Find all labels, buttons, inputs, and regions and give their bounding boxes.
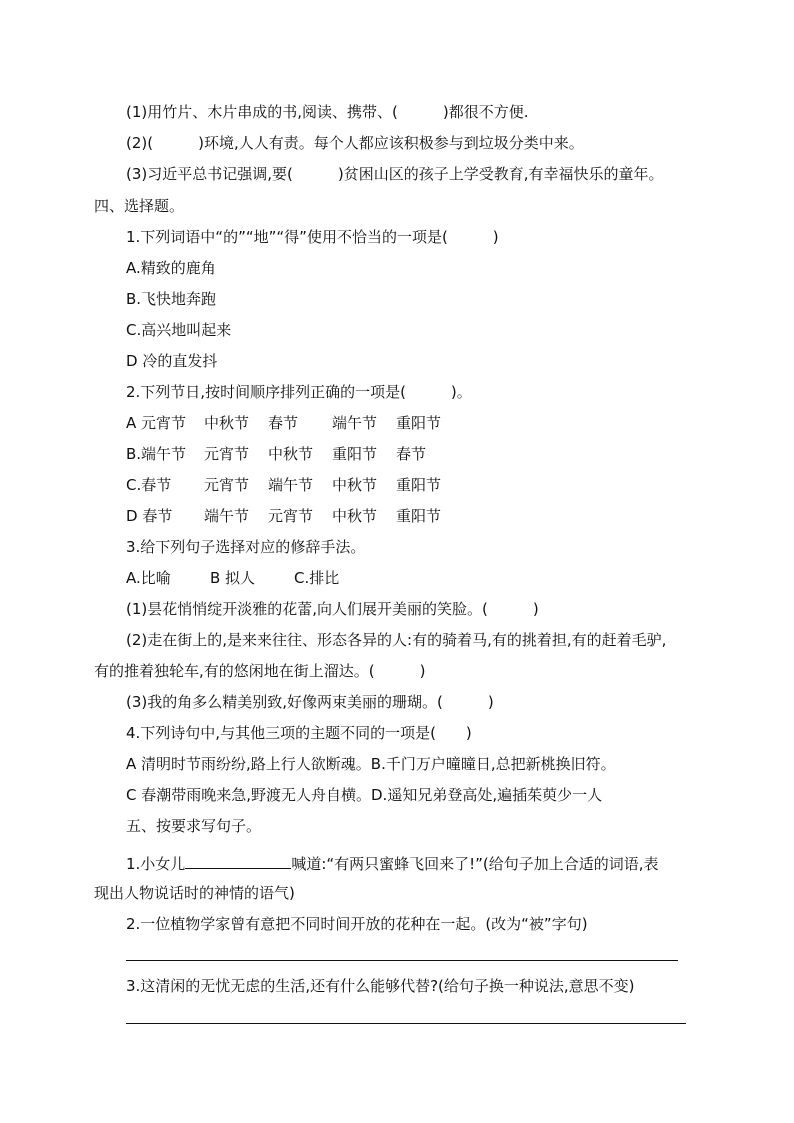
festival-cell: 元宵节 [204,476,250,494]
choice-q4-options-cd: C 春潮带雨晚来急,野渡无人舟自横。D.遥知兄弟登高处,遍插茱萸少一人 [126,786,603,804]
festival-cell: C.春节 [126,476,172,494]
festival-cell: 元宵节 [268,507,314,525]
festival-cell: 重阳节 [396,507,442,525]
festival-cell: A 元宵节 [126,414,187,432]
festival-cell: 重阳节 [396,414,442,432]
choice-q2-option-a [126,413,441,433]
choice-q1-option-c: C.高兴地叫起来 [126,321,232,339]
choice-q3-sentence-3: (3)我的角多么精美别致,好像两束美丽的珊瑚。( ) [126,693,494,711]
choice-q1-option-b: B.飞快地奔跑 [126,290,217,308]
choice-q3-rhetoric-options [126,568,339,588]
festival-cell: 中秋节 [204,414,250,432]
festival-cell: 重阳节 [332,445,378,463]
sentence-q3: 3.这清闲的无忧无虑的生活,还有什么能够代替?(给句子换一种说法,意思不变) [126,977,635,995]
festival-cell: 端午节 [204,507,250,525]
choice-q2-stem: 2.下列节日,按时间顺序排列正确的一项是( )。 [126,383,472,401]
choice-q3-sentence-2-cont: 有的推着独轮车,有的悠闲地在街上溜达。( ) [94,662,426,680]
festival-cell: 重阳节 [396,476,442,494]
festival-cell: 中秋节 [332,476,378,494]
section-heading-choice: 四、选择题。 [94,197,185,215]
festival-cell: 端午节 [268,476,314,494]
choice-q1-option-d: D 冷的直发抖 [126,352,218,370]
festival-cell: 春节 [396,445,427,463]
sentence-q1 [126,852,659,874]
rhetoric-option: B 拟人 [210,569,256,587]
choice-q2-option-d [126,506,441,526]
answer-line[interactable] [126,1023,686,1024]
festival-cell: 中秋节 [268,445,314,463]
sentence-q2: 2.一位植物学家曾有意把不同时间开放的花种在一起。(改为“被”字句) [126,915,588,933]
rhetoric-option: C.排比 [294,569,340,587]
festival-cell: D 春节 [126,507,173,525]
choice-q3-stem: 3.给下列句子选择对应的修辞手法。 [126,538,366,556]
choice-q4-stem: 4.下列诗句中,与其他三项的主题不同的一项是( ) [126,724,472,742]
choice-q3-sentence-2: (2)走在街上的,是来来往往、形态各异的人:有的骑着马,有的挑着担,有的赶着毛驴, [126,631,667,649]
sentence-q1-prefix: 1.小女儿 [126,855,186,873]
festival-cell: B.端午节 [126,445,187,463]
sentence-q1-cont: 现出人物说话时的神情的语气) [94,884,295,902]
answer-blank[interactable] [185,852,291,869]
part3-q1: (1)用竹片、木片串成的书,阅读、携带、( )都很不方便. [126,103,529,121]
part3-q3: (3)习近平总书记强调,要( )贫困山区的孩子上学受教育,有幸福快乐的童年。 [126,165,664,183]
sentence-q1-suffix: 喊道:“有两只蜜蜂飞回来了!”(给句子加上合适的词语,表 [291,855,659,873]
choice-q2-option-b [126,444,426,464]
festival-cell: 春节 [268,414,299,432]
choice-q4-options-ab: A 清明时节雨纷纷,路上行人欲断魂。B.千门万户曈曈日,总把新桃换旧符。 [126,755,616,773]
choice-q2-option-c [126,475,441,495]
answer-line[interactable] [126,960,678,961]
rhetoric-option: A.比喻 [126,569,171,587]
choice-q3-sentence-1: (1)昙花悄悄绽开淡雅的花蕾,向人们展开美丽的笑脸。( ) [126,600,539,618]
part3-q2: (2)( )环境,人人有责。每个人都应该积极参与到垃圾分类中来。 [126,134,584,152]
festival-cell: 中秋节 [332,507,378,525]
festival-cell: 元宵节 [204,445,250,463]
choice-q1-option-a: A.精致的鹿角 [126,259,216,277]
choice-q1-stem: 1.下列词语中“的”“地”“得”使用不恰当的一项是( ) [126,228,499,246]
section-heading-sentences: 五、按要求写句子。 [126,817,262,835]
festival-cell: 端午节 [332,414,378,432]
